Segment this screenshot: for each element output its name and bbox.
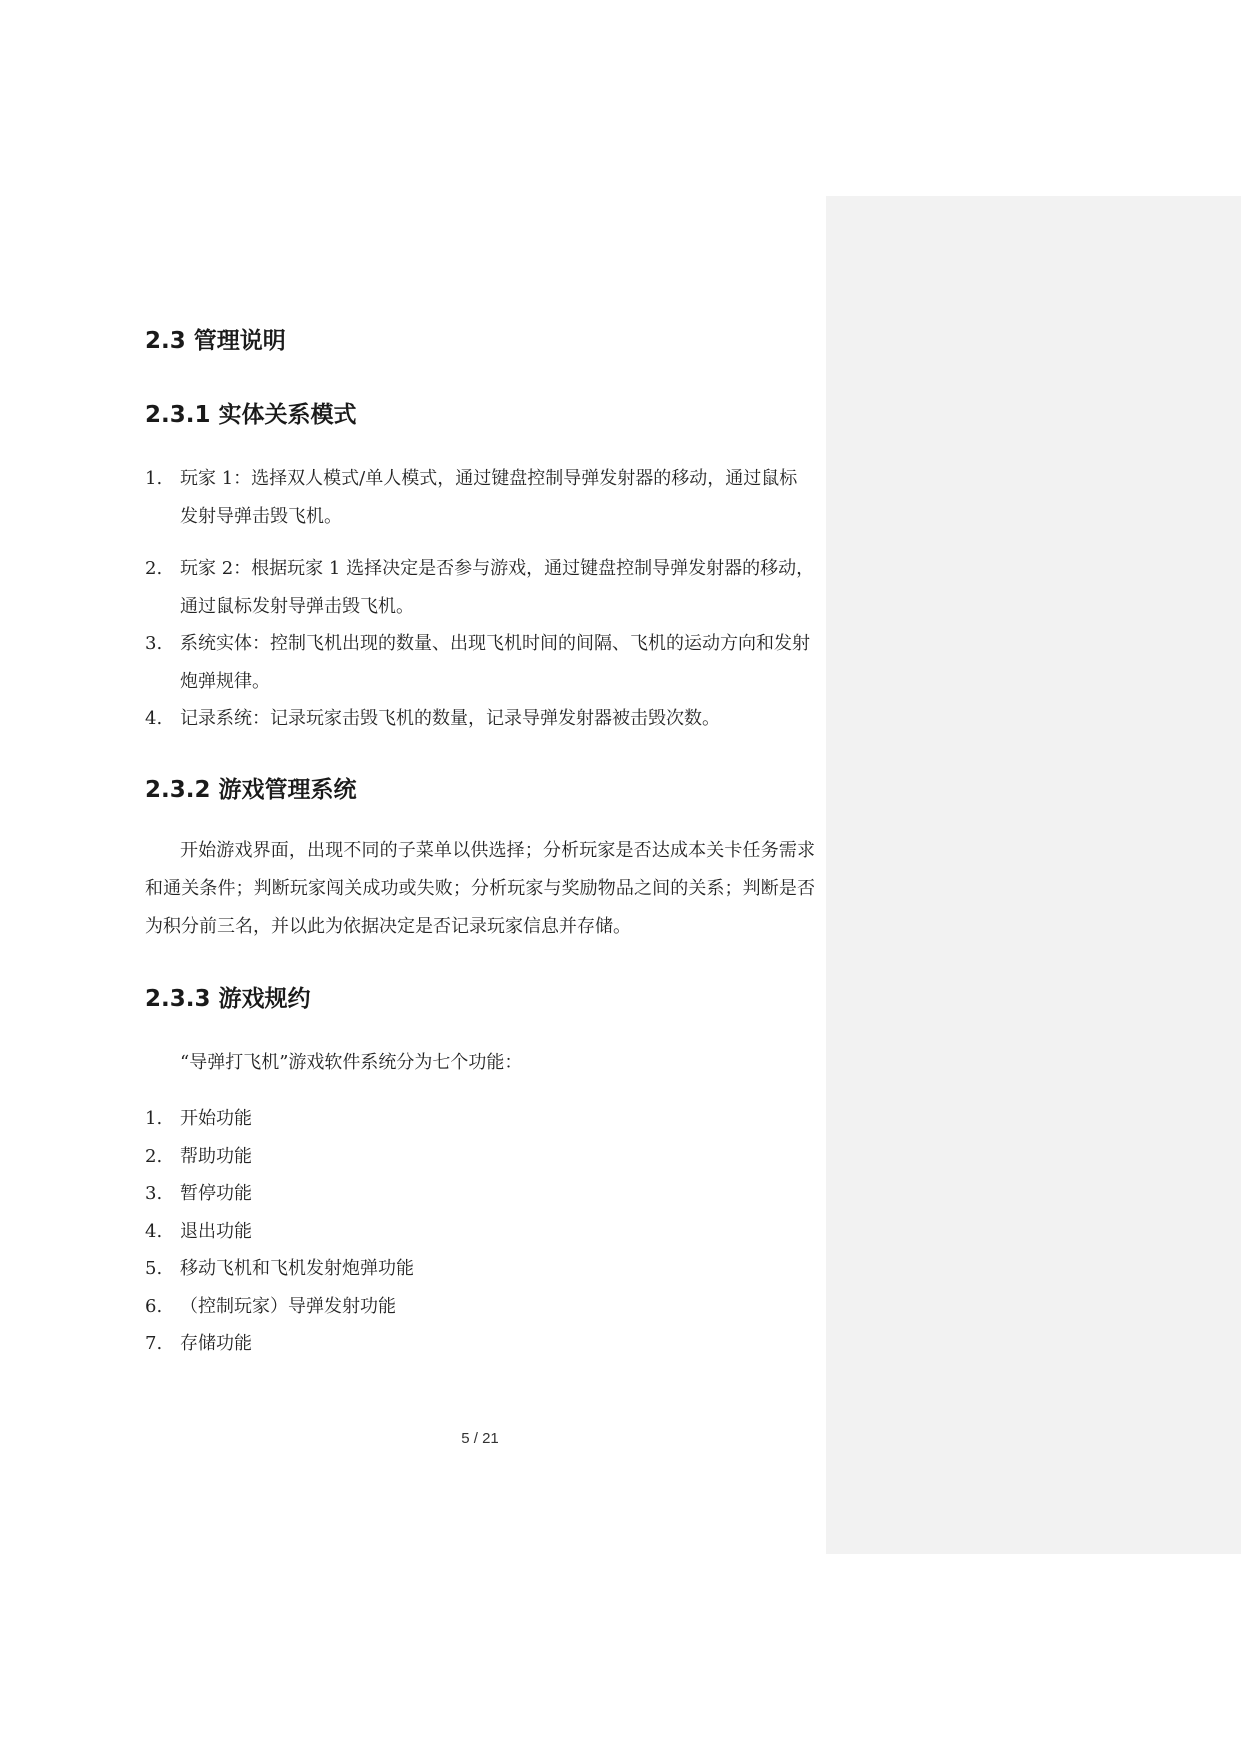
list-item [145, 1288, 815, 1326]
list-item [145, 1213, 815, 1251]
list-item-text: 玩家 2：根据玩家 1 选择决定是否参与游戏，通过键盘控制导弹发射器的移动，通过鼠标发射导弹击毁飞机。 [180, 558, 815, 617]
list-item-text: 系统实体：控制飞机出现的数量、出现飞机时间的间隔、飞机的运动方向和发射炮弹规律。 [180, 633, 810, 692]
list-item-text: 开始功能 [180, 1108, 252, 1129]
function-list [145, 1100, 815, 1363]
list-item-number: 3. [145, 1183, 163, 1204]
list-item [145, 1100, 815, 1138]
list-item-text: 记录系统：记录玩家击毁飞机的数量，记录导弹发射器被击毁次数。 [180, 708, 720, 729]
list-item-number: 4. [145, 708, 163, 729]
section-heading: 2.3 管理说明 [145, 328, 286, 354]
list-item-number: 1. [145, 468, 163, 489]
comment-markup-pane [826, 196, 1241, 1554]
page-number: 5 / 21 [461, 1430, 499, 1447]
list-item-number: 2. [145, 558, 163, 579]
management-heading: 2.3.2 游戏管理系统 [145, 777, 357, 803]
management-paragraph: 开始游戏界面，出现不同的子菜单以供选择；分析玩家是否达成本关卡任务需求和通关条件；判断玩家闯关成功或失败；分析玩家与奖励物品之间的关系；判断是否为积分前三名，并以此为依据决定是否记录玩家信息并存储。 [145, 840, 815, 937]
rules-heading: 2.3.3 游戏规约 [145, 986, 311, 1012]
list-item-number: 2. [145, 1145, 163, 1167]
list-item-text: 帮助功能 [180, 1145, 252, 1167]
list-item-text: （控制玩家）导弹发射功能 [180, 1295, 396, 1317]
list-item-number: 7. [145, 1333, 163, 1354]
list-item-text: 暂停功能 [180, 1183, 252, 1204]
list-item [145, 1325, 815, 1363]
rules-intro: “导弹打飞机”游戏软件系统分为七个功能： [180, 1052, 523, 1073]
entity-list-item [145, 550, 815, 626]
list-item-number: 1. [145, 1108, 163, 1129]
list-item [145, 1250, 815, 1288]
list-item-text: 玩家 1：选择双人模式/单人模式，通过键盘控制导弹发射器的移动，通过鼠标发射导弹击毁飞机。 [180, 468, 798, 527]
list-item-number: 4. [145, 1220, 163, 1242]
list-item-text: 移动飞机和飞机发射炮弹功能 [180, 1258, 414, 1279]
entity-heading: 2.3.1 实体关系模式 [145, 402, 357, 428]
list-item-text: 存储功能 [180, 1333, 252, 1354]
list-item [145, 1138, 815, 1176]
list-item-number: 6. [145, 1295, 163, 1317]
list-item-number: 3. [145, 633, 163, 654]
list-item-number: 5. [145, 1258, 163, 1279]
list-item [145, 1175, 815, 1213]
entity-list-item [145, 700, 815, 738]
entity-list-item [145, 460, 815, 536]
list-item-text: 退出功能 [180, 1220, 252, 1242]
entity-list-item [145, 625, 815, 701]
